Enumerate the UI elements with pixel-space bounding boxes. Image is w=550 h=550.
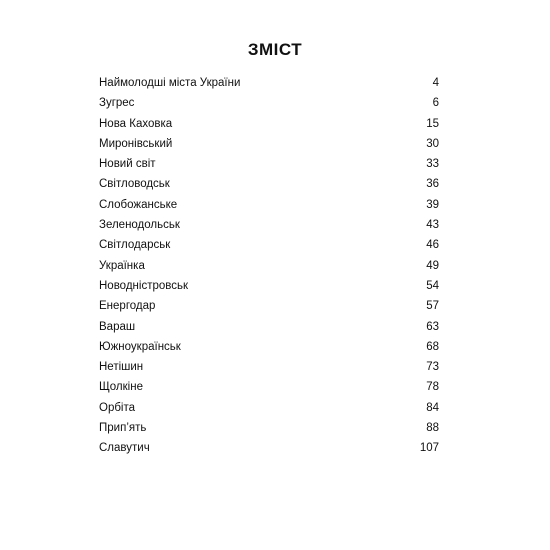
- toc-entry-page: 68: [426, 340, 439, 353]
- toc-entry-title: Слобожанське: [99, 198, 178, 211]
- toc-entry-page: 49: [426, 259, 439, 272]
- toc-entry-title: Українка: [99, 259, 145, 272]
- toc-entry: [99, 317, 439, 337]
- toc-entry: [99, 256, 439, 276]
- toc-entry: [99, 134, 439, 154]
- toc-entry-page: 30: [426, 137, 439, 150]
- toc-entry-page: 39: [426, 198, 439, 211]
- toc-entry-page: 4: [432, 77, 439, 89]
- toc-entry-title: Славутич: [99, 442, 150, 455]
- toc-entry-page: 36: [426, 178, 439, 191]
- toc-entry-page: 57: [426, 300, 439, 313]
- toc-entry-title: Світлодарськ: [99, 239, 171, 252]
- toc-entry-title: Вараш: [99, 320, 136, 333]
- toc-entry: [99, 438, 439, 458]
- toc-entry: [99, 195, 439, 215]
- toc-entry-page: 88: [426, 422, 439, 435]
- toc-entry: [99, 418, 439, 438]
- toc-entry: [99, 377, 439, 397]
- toc-entry-page: 33: [426, 158, 439, 171]
- toc-entry-title: Нетішин: [99, 361, 144, 374]
- toc-entry: [99, 235, 439, 255]
- toc-entry: [99, 357, 439, 377]
- toc-entry: [99, 114, 439, 134]
- toc-entry-title: Прип’ять: [99, 422, 147, 435]
- toc-entry: [99, 337, 439, 357]
- toc-entry-title: Миронівський: [99, 137, 173, 150]
- toc-entry-title: Зеленодольськ: [99, 219, 180, 232]
- toc-entry-page: 15: [426, 117, 439, 130]
- toc-entry-title: Новий світ: [99, 158, 156, 171]
- toc-entry: [99, 398, 439, 418]
- toc-entry-title: Світловодськ: [99, 178, 170, 191]
- toc-entry-page: 84: [426, 401, 439, 414]
- toc-entry-page: 54: [426, 279, 439, 292]
- toc-entry-page: 46: [426, 239, 439, 252]
- toc-entry-title: Наймолодші міста України: [99, 77, 241, 89]
- toc-entry-title: Зугрес: [99, 97, 135, 110]
- toc-entry: [99, 174, 439, 194]
- toc-entry-page: 63: [426, 320, 439, 333]
- toc-entry: [99, 215, 439, 235]
- toc-entry-page: 78: [426, 381, 439, 394]
- toc-entry: [99, 296, 439, 316]
- toc-entry: [99, 154, 439, 174]
- toc-entry-page: 107: [419, 442, 439, 455]
- toc-entry-title: Енергодар: [99, 300, 156, 313]
- toc-entry-title: Орбіта: [99, 401, 136, 414]
- toc-entry-title: Новодністровськ: [99, 279, 189, 292]
- table-of-contents: [99, 73, 439, 459]
- toc-entry-title: Щолкіне: [99, 381, 143, 394]
- toc-entry: [99, 276, 439, 296]
- toc-entry-title: Нова Каховка: [99, 117, 173, 130]
- toc-entry-page: 43: [426, 219, 439, 232]
- toc-entry-page: 6: [432, 97, 439, 110]
- toc-entry: [99, 93, 439, 113]
- toc-entry: [99, 73, 439, 93]
- toc-entry-title: Южноукраїнськ: [99, 340, 181, 353]
- page-title: ЗМІСТ: [247, 40, 303, 59]
- toc-entry-page: 73: [426, 361, 439, 374]
